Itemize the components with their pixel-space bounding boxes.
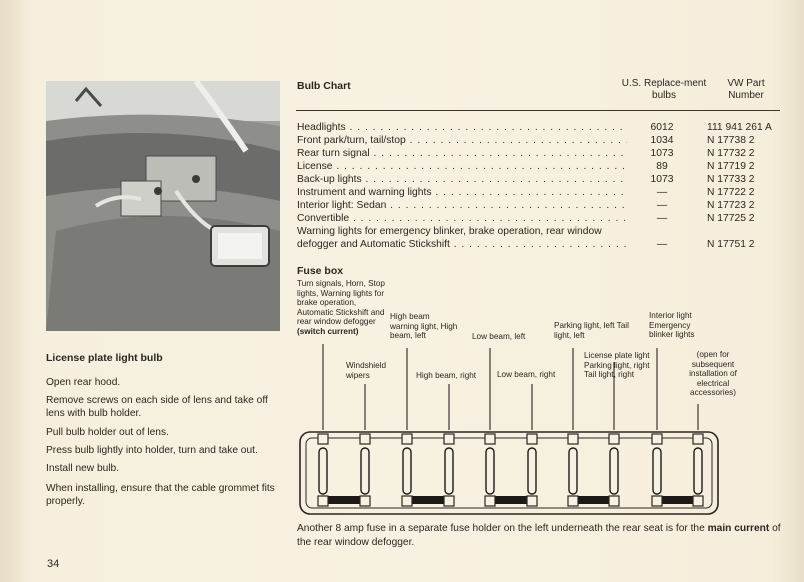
step-5: Install new bulb. bbox=[46, 463, 120, 474]
page-number: 34 bbox=[47, 558, 60, 570]
header-rule bbox=[296, 110, 780, 111]
bulb-us: 1073 bbox=[650, 148, 674, 159]
bulb-name: Rear turn signal . . . bbox=[297, 147, 627, 160]
fuse-1-label bbox=[297, 279, 389, 336]
step-4: Press bulb lightly into holder, turn and take out. bbox=[46, 445, 258, 456]
fuse-8-label: License plate light Parking light, right Tail light, right bbox=[584, 351, 650, 379]
step-2: Remove screws on each side of lens and take off lens with bulb holder. bbox=[46, 395, 268, 419]
footnote-pre: Another 8 amp fuse in a separate fuse holder on the left underneath the rear seat is for the bbox=[297, 523, 708, 534]
bulb-vw: N 17723 2 bbox=[707, 200, 755, 211]
step-1: Open rear hood. bbox=[46, 377, 121, 388]
license-plate-title: License plate light bulb bbox=[46, 352, 163, 364]
bulb-us: 1073 bbox=[650, 174, 674, 185]
bulb-name: Back-up lights . . . bbox=[297, 173, 627, 186]
fuse-cartridges bbox=[319, 448, 702, 494]
bulb-vw: N 17738 2 bbox=[707, 135, 755, 146]
fuse-3-label: High beam warning light, High beam, left bbox=[390, 312, 458, 340]
fuse-box-diagram bbox=[290, 340, 730, 520]
bulb-us: — bbox=[656, 200, 668, 211]
bulb-vw: N 17732 2 bbox=[707, 148, 755, 159]
engine-lid-illustration bbox=[46, 81, 280, 331]
bottom-bus-bars bbox=[328, 496, 700, 504]
step-6: When installing, ensure that the cable grommet fits properly. bbox=[46, 483, 275, 507]
top-terminals bbox=[318, 434, 703, 444]
footnote-post: of the rear window defogger. bbox=[297, 523, 781, 548]
footnote-bold: main current bbox=[707, 523, 770, 534]
fuse-10-label: (open for subsequent installation of electrical accessories) bbox=[689, 350, 737, 397]
bulb-name: Headlights . . . bbox=[297, 121, 627, 134]
bulb-us: 1034 bbox=[650, 135, 674, 146]
bulb-vw: N 17751 2 bbox=[707, 239, 755, 250]
bulb-us: 6012 bbox=[650, 122, 674, 133]
fuse-7-label: Parking light, left Tail light, left bbox=[554, 321, 629, 340]
col-vw-header: VW Part Number bbox=[727, 78, 765, 101]
bulb-name: Front park/turn, tail/stop . . . bbox=[297, 134, 627, 147]
bulb-name: Warning lights for emergency blinker, brake operation, rear window bbox=[297, 226, 602, 237]
bulb-chart-title: Bulb Chart bbox=[297, 80, 351, 92]
fuse-5-label: Low beam, left bbox=[472, 332, 526, 341]
fuse-1-text: Turn signals, Horn, Stop lights, Warning lights for brake operation, Automatic Stickshift and rear window defogger bbox=[297, 279, 385, 326]
fuse-1-bold: (switch current) bbox=[297, 326, 359, 336]
footnote bbox=[297, 522, 787, 550]
bulb-vw: N 17733 2 bbox=[707, 174, 755, 185]
bulb-name: License . . . bbox=[297, 160, 627, 173]
bulb-name: Interior light: Sedan . . . bbox=[297, 199, 627, 212]
fuse-2-label: Windshield wipers bbox=[346, 361, 387, 380]
bulb-vw: 111 941 261 A bbox=[707, 122, 772, 133]
col-us-header: U.S. Replace-ment bulbs bbox=[621, 78, 707, 101]
bulb-vw: N 17725 2 bbox=[707, 213, 755, 224]
license-plate-light-photo bbox=[46, 81, 280, 331]
bulb-us: — bbox=[656, 213, 668, 224]
fuse-box-title: Fuse box bbox=[297, 265, 344, 277]
bulb-us: — bbox=[656, 187, 668, 198]
bulb-vw: N 17722 2 bbox=[707, 187, 755, 198]
fuse-leader-lines bbox=[323, 344, 698, 430]
step-3: Pull bulb holder out of lens. bbox=[46, 427, 169, 438]
bulb-name: defogger and Automatic Stickshift . . . bbox=[297, 238, 627, 251]
bulb-vw: N 17719 2 bbox=[707, 161, 755, 172]
fuse-9-label: Interior light Emergency blinker lights bbox=[649, 311, 695, 339]
bulb-us: 89 bbox=[656, 161, 668, 172]
bulb-us: — bbox=[656, 239, 668, 250]
fuse-6-label: Low beam, right bbox=[497, 370, 556, 379]
bulb-name: Instrument and warning lights . . . bbox=[297, 186, 627, 199]
fuse-4-label: High beam, right bbox=[416, 371, 477, 380]
bulb-name: Convertible . . . bbox=[297, 212, 627, 225]
